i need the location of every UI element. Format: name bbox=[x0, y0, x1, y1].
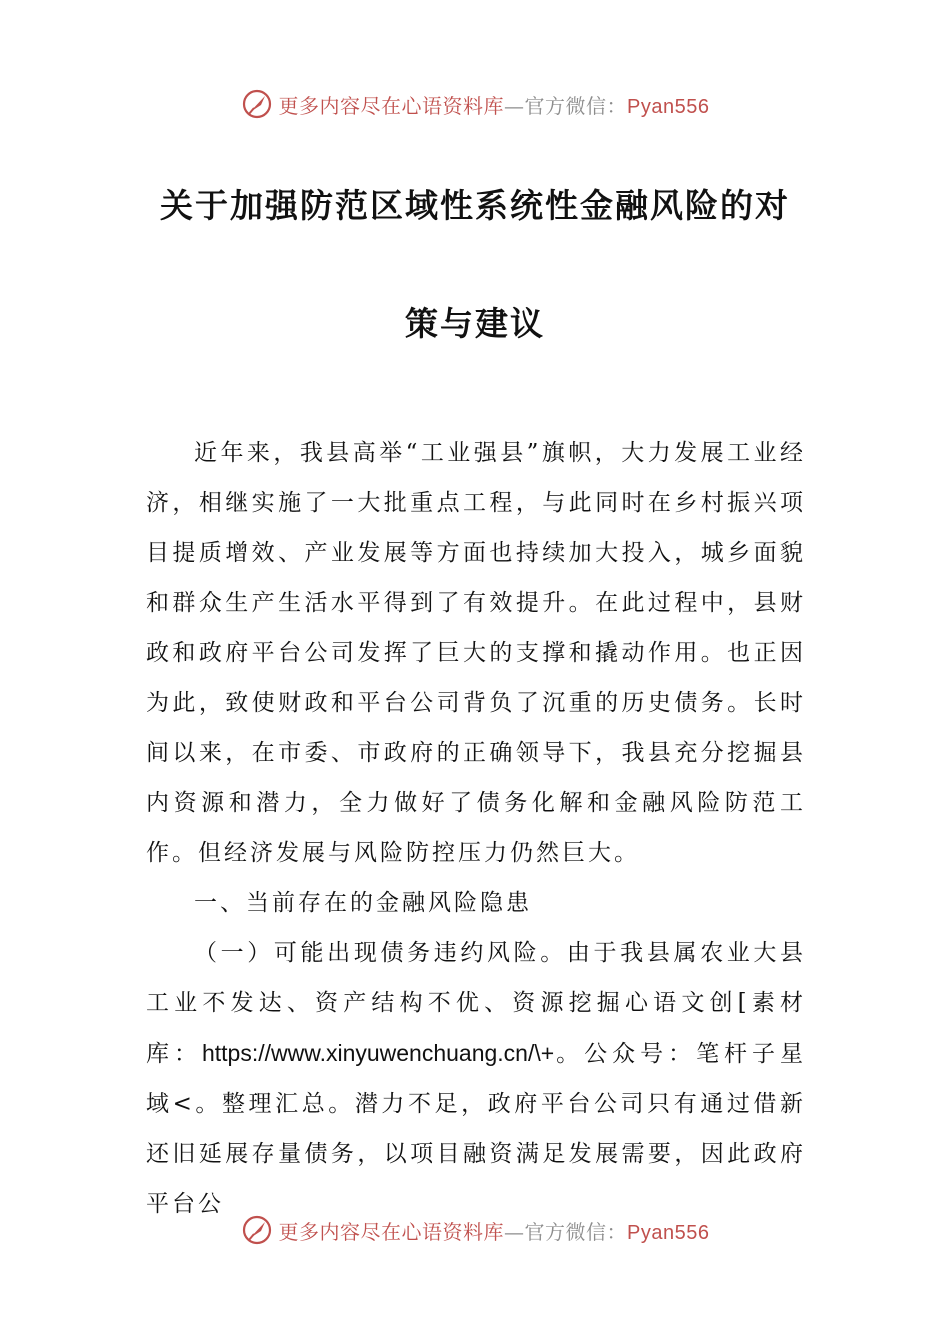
watermark-main: 更多内容尽在心语资料库 bbox=[278, 93, 505, 118]
document-title-line-1: 关于加强防范区域性系统性金融风险的对 bbox=[160, 186, 790, 225]
document-title-line-2: 策与建议 bbox=[405, 304, 545, 343]
watermark-dash: — bbox=[504, 1219, 525, 1244]
paragraph-intro: 近年来，我县高举“工业强县”旗帜，大力发展工业经济，相继实施了一大批重点工程，与此同时在乡村振兴项目提质增效、产业发展等方面也持续加大投入，城乡面貌和群众生产生活水平得到了有效提升。在此过程中，县财政和政府平台公司发挥了巨大的支撑和撬动作用。也正因为此，致使财政和平台公司背负了沉重的历史债务。长时间以来，在市委、市政府的正确领导下，我县充分挖掘县内资源和潜力，全力做好了债务化解和金融风险防范工作。但经济发展与风险防控压力仍然巨大。 bbox=[146, 440, 806, 866]
paragraph-debt-risk bbox=[146, 928, 806, 1229]
quill-logo-icon bbox=[241, 1214, 273, 1246]
paragraph-debt-risk-a: （一）可能出现债务违约风险。由于我县属农业大县工业不发达、资产结构不优、资源挖掘心语文创[素材库： bbox=[146, 940, 806, 1067]
watermark-official: 官方微信： bbox=[524, 93, 628, 118]
quill-logo-icon bbox=[241, 88, 273, 120]
watermark-main: 更多内容尽在心语资料库 bbox=[278, 1219, 505, 1244]
watermark-text bbox=[279, 90, 710, 119]
watermark-official: 官方微信： bbox=[524, 1219, 628, 1244]
watermark-dash: — bbox=[504, 93, 525, 118]
watermark-header bbox=[0, 84, 950, 124]
document-body bbox=[146, 428, 806, 1229]
source-url: https://www.xinyuwenchuang.cn/\+ bbox=[201, 1040, 555, 1066]
watermark-text bbox=[279, 1216, 710, 1245]
section-heading-1: 一、当前存在的金融风险隐患 bbox=[194, 890, 532, 916]
watermark-id: Pyan556 bbox=[627, 1221, 710, 1244]
paragraph-debt-risk-b: 。公众号：笔杆子星域<。整理汇总。潜力不足，政府平台公司只有通过借新还旧延展存量债务，以项目融资满足发展需要，因此政府平台公 bbox=[146, 1041, 807, 1217]
watermark-footer bbox=[0, 1210, 950, 1250]
watermark-id: Pyan556 bbox=[627, 95, 710, 118]
